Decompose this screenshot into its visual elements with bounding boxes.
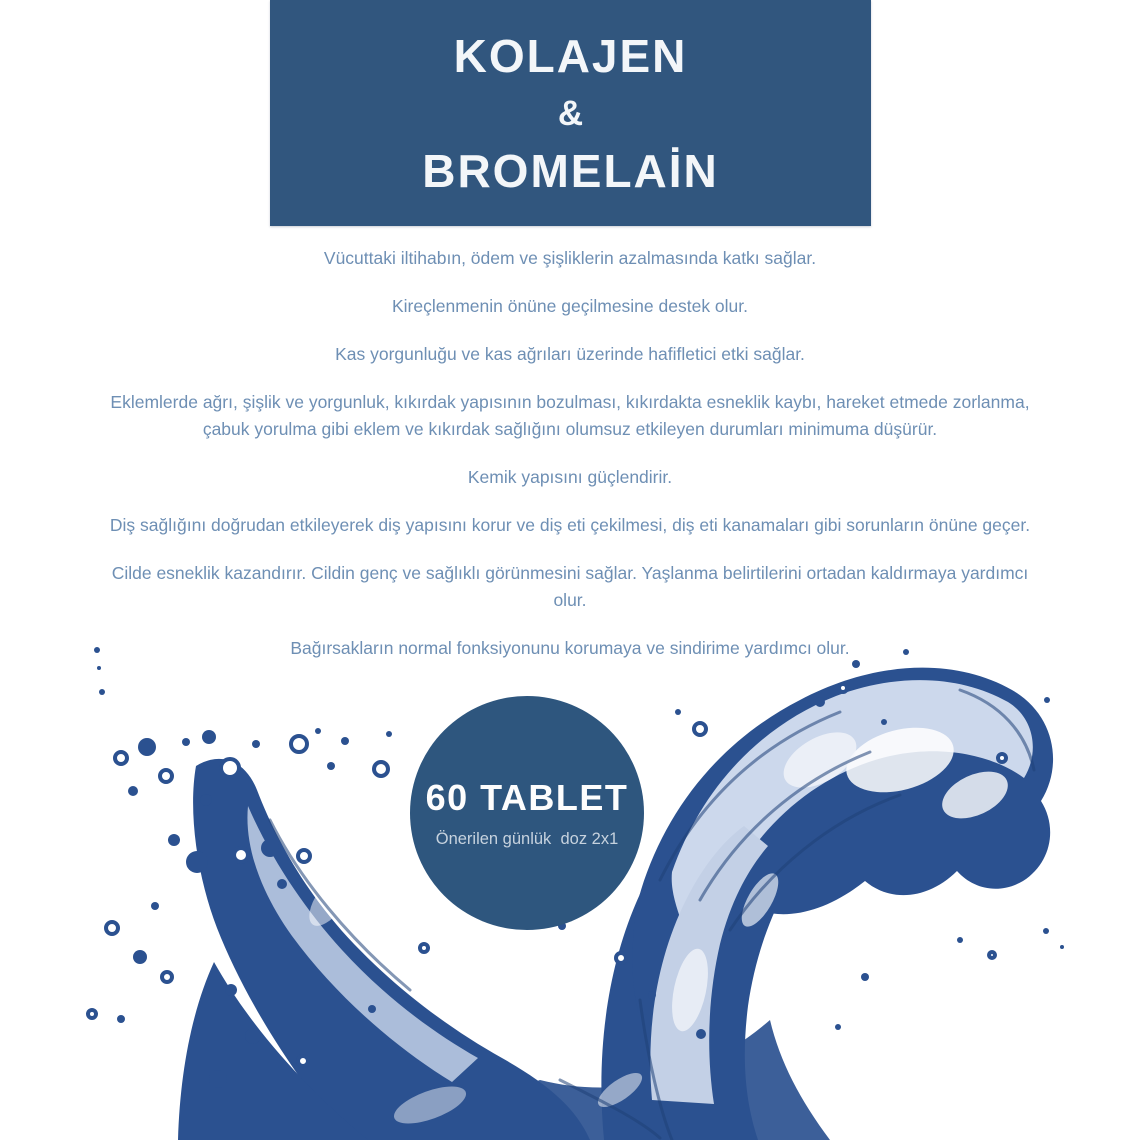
dosage-note: Önerilen günlük doz 2x1 — [435, 830, 619, 848]
ampersand: & — [557, 93, 584, 133]
benefit-item: Kas yorgunluğu ve kas ağrıları üzerinde hafifletici etki sağlar. — [335, 344, 805, 364]
tablet-count: 60 TABLET — [425, 777, 629, 818]
title-box — [270, 0, 871, 226]
benefit-item: Kireçlenmenin önüne geçilmesine destek olur. — [391, 296, 749, 316]
benefit-item: Cilde esneklik kazandırır. Cildin genç ve sağlıklı görünmesini sağlar. Yaşlanma belirtilerini ortadan kaldırmaya yardımcı olur. — [111, 563, 1029, 610]
benefit-item: Diş sağlığını doğrudan etkileyerek diş yapısını korur ve diş eti çekilmesi, diş eti kanamaları gibi sorunların önüne geçer. — [109, 515, 1031, 535]
benefit-item: Vücuttaki iltihabın, ödem ve şişliklerin azalmasında katkı sağlar. — [323, 248, 817, 268]
product-name-line2: BROMELAİN — [422, 144, 719, 197]
benefit-item: Eklemlerde ağrı, şişlik ve yorgunluk, kıkırdak yapısının bozulması, kıkırdakta esneklik kaybı, hareket etmede zorlanma, çabuk yorulma gibi eklem ve kıkırdak sağlığını olumsuz etkileyen durumları minimuma düşürür. — [110, 392, 1030, 439]
tablet-count-badge — [410, 696, 644, 930]
benefits-list — [94, 226, 1046, 683]
product-name-line1: KOLAJEN — [453, 29, 688, 82]
benefit-item: Kemik yapısını güçlendirir. — [467, 467, 673, 487]
benefit-item: Bağırsakların normal fonksiyonunu korumaya ve sindirime yardımcı olur. — [290, 638, 850, 658]
